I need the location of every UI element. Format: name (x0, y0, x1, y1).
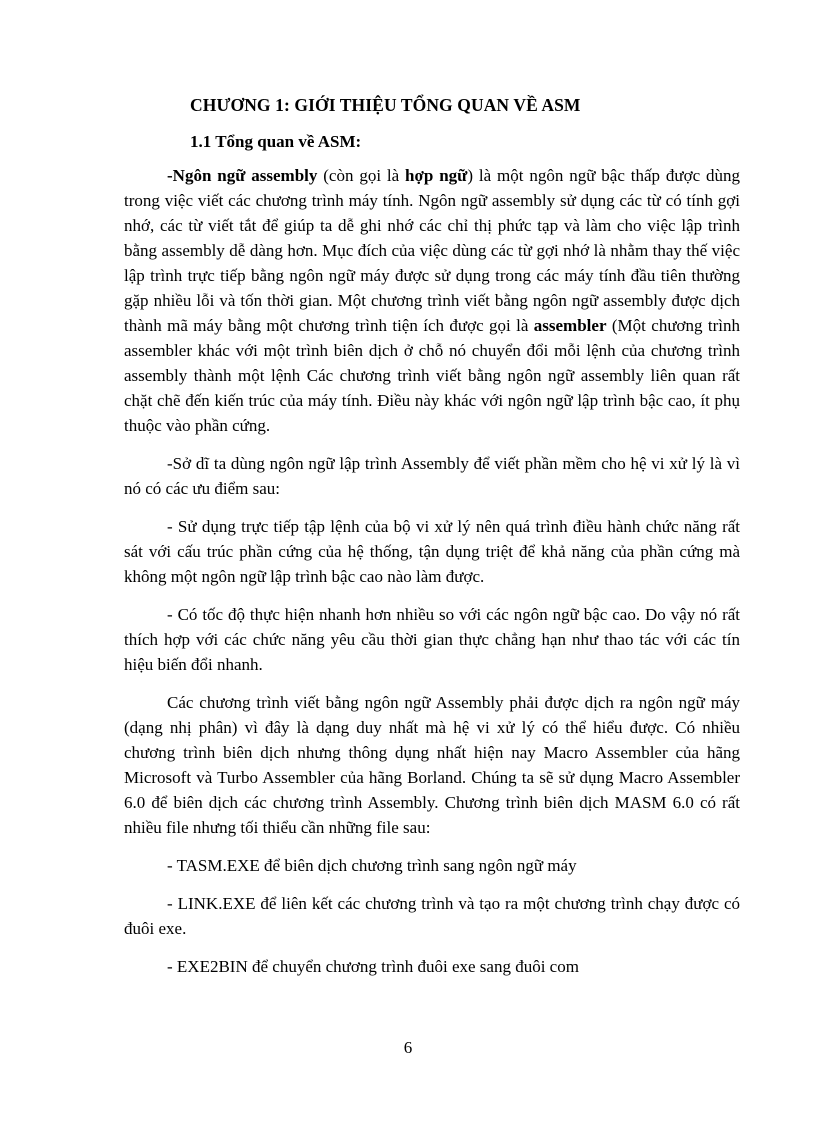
page-number: 6 (403, 1038, 413, 1057)
paragraph-advantage-1: - Sử dụng trực tiếp tập lệnh của bộ vi xử lý nên quá trình điều hành chức năng rất sát với cấu trúc phần cứng của hệ thống, tận dụng triệt để khả năng của phần cứng mà không một ngôn ngữ lập trình bậc cao nào làm được. (124, 517, 740, 586)
chapter-title: CHƯƠNG 1: GIỚI THIỆU TỔNG QUAN VỀ ASM (190, 95, 581, 115)
list-item-tasm: - TASM.EXE để biên dịch chương trình sang ngôn ngữ máy (167, 856, 577, 875)
paragraph-advantage-2: - Có tốc độ thực hiện nhanh hơn nhiều so với các ngôn ngữ bậc cao. Do vậy nó rất thích hợp với các chức năng yêu cầu thời gian thực chẳng hạn như thao tác với các tín hiệu biến đổi nhanh. (124, 605, 740, 674)
term-assembler: assembler (533, 316, 607, 335)
paragraph-advantages-intro: -Sở dĩ ta dùng ngôn ngữ lập trình Assembly để viết phần mềm cho hệ vi xử lý là vì nó có các ưu điểm sau: (124, 454, 740, 498)
paragraph-text: (còn gọi là (317, 166, 406, 185)
list-item-link: - LINK.EXE để liên kết các chương trình và tạo ra một chương trình chạy được có đuôi exe. (124, 894, 740, 938)
term-hop-ngu: hợp ngữ (405, 166, 468, 185)
paragraph-text: (Một chương trình assembler khác với một trình biên dịch ở chỗ nó chuyển đổi mỗi lệnh của chương trình assembly thành một lệnh Các chương trình viết bằng ngôn ngữ assembly liên quan rất chặt chẽ đến kiến trúc của máy tính. Điều này khác với ngôn ngữ lập trình bậc cao, ít phụ thuộc vào phần cứng. (124, 316, 741, 435)
paragraph-compilers: Các chương trình viết bằng ngôn ngữ Assembly phải được dịch ra ngôn ngữ máy (dạng nhị phân) vì đây là dạng duy nhất mà hệ vi xử lý có thể hiểu được. Có nhiều chương trình biên dịch nhưng thông dụng nhất hiện nay Macro Assembler của hãng Microsoft và Turbo Assembler của hãng Borland. Chúng ta sẽ sử dụng Macro Assembler 6.0 để biên dịch các chương trình Assembly. Chương trình biên dịch MASM 6.0 có rất nhiều file nhưng tối thiểu cần những file sau: (124, 693, 740, 837)
term-assembly-language: -Ngôn ngữ assembly (167, 166, 318, 185)
list-item-exe2bin: - EXE2BIN để chuyển chương trình đuôi exe sang đuôi com (167, 957, 579, 976)
paragraph-text: ) là một ngôn ngữ bậc thấp được dùng trong việc viết các chương trình máy tính. Ngôn ngữ assembly sử dụng các từ có tính gợi nhớ, các từ viết tắt để giúp ta dễ ghi nhớ các chỉ thị phức tạp và làm cho việc lập trình bằng assembly dễ dàng hơn. Mục đích của việc dùng các từ gợi nhớ là nhằm thay thế việc lập trình trực tiếp bằng ngôn ngữ máy được sử dụng trong các máy tính đầu tiên thường gặp nhiều lỗi và tốn thời gian. Một chương trình viết bằng ngôn ngữ assembly được dịch thành mã máy bằng một chương trình tiện ích được gọi là (124, 166, 740, 335)
page-content (124, 92, 740, 979)
paragraph-assembly-definition (124, 163, 740, 438)
section-title: 1.1 Tổng quan về ASM: (190, 132, 362, 151)
